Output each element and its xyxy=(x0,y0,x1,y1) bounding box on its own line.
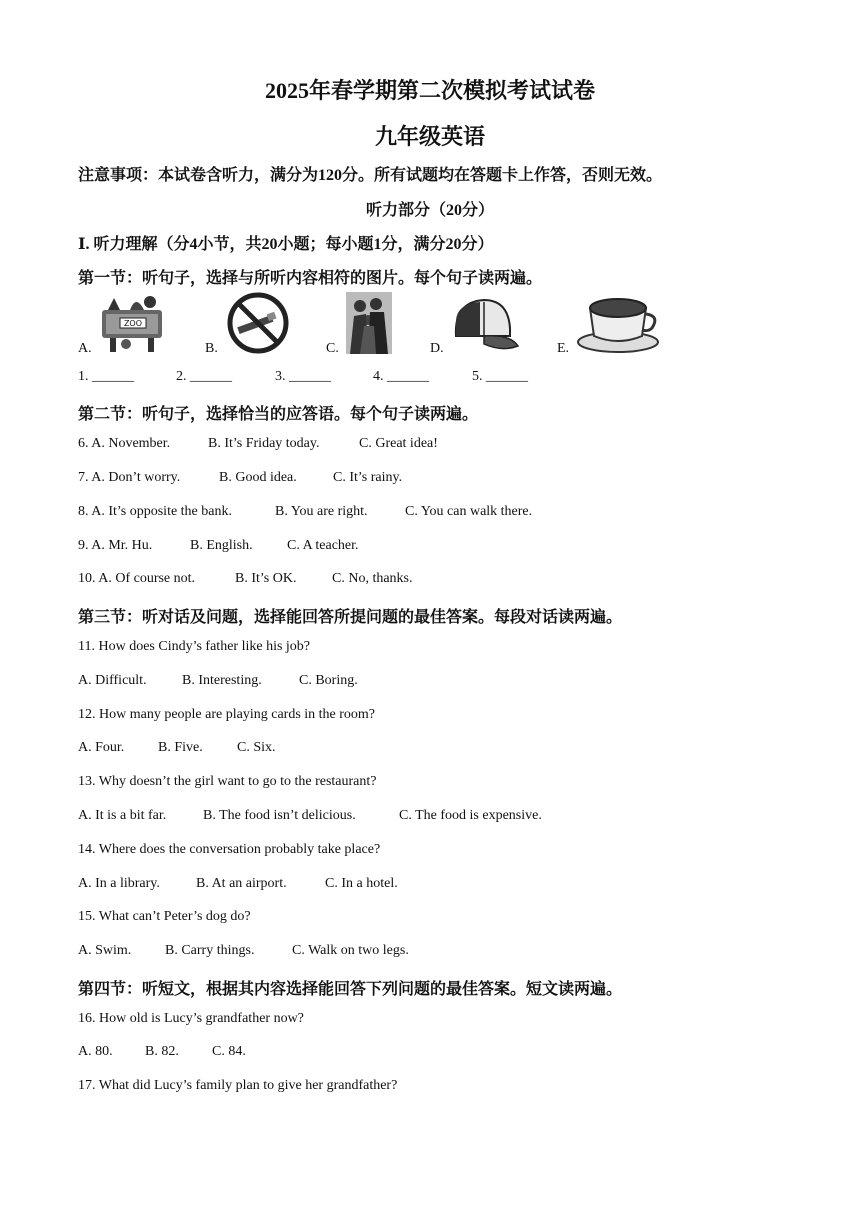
section1-heading: 第一节：听句子，选择与所听内容相符的图片。每个句子读两遍。 xyxy=(78,270,543,287)
coffee-cup-icon xyxy=(576,292,662,359)
question-13-options xyxy=(78,808,542,824)
option: 6. A. November. xyxy=(78,436,171,451)
option: B. 82. xyxy=(145,1044,179,1059)
section1-answer-blanks xyxy=(78,369,528,385)
question-14: 14. Where does the conversation probably take place? xyxy=(78,842,381,857)
answer-blank: 2. ______ xyxy=(176,369,232,384)
zoo-sign-icon xyxy=(100,292,168,359)
option: B. Carry things. xyxy=(165,943,255,958)
section4-heading: 第四节：听短文，根据其内容选择能回答下列问题的最佳答案。短文读两遍。 xyxy=(78,981,623,998)
question-10 xyxy=(78,571,413,587)
exam-subtitle: 九年级英语 xyxy=(374,124,485,149)
answer-blank: 3. ______ xyxy=(275,369,331,384)
option: C. Six. xyxy=(237,740,276,755)
option: 9. A. Mr. Hu. xyxy=(78,538,153,553)
question-16: 16. How old is Lucy’s grandfather now? xyxy=(78,1011,304,1026)
question-7 xyxy=(78,470,402,486)
option: C. In a hotel. xyxy=(325,876,398,891)
notice: 注意事项：本试卷含听力，满分为120分。所有试题均在答题卡上作答，否则无效。 xyxy=(78,167,663,184)
family-group-icon xyxy=(346,292,392,359)
question-12: 12. How many people are playing cards in the room? xyxy=(78,707,376,722)
option: B. You are right. xyxy=(275,504,368,519)
picture-label-b: B. xyxy=(205,341,218,356)
option: C. You can walk there. xyxy=(405,504,533,519)
part-title: 听力部分（20分） xyxy=(365,202,494,219)
option: B. Five. xyxy=(158,740,203,755)
question-9 xyxy=(78,538,359,554)
section3-heading: 第三节：听对话及问题，选择能回答所提问题的最佳答案。每段对话读两遍。 xyxy=(78,609,623,626)
picture-label-d: D. xyxy=(430,341,444,356)
exam-title: 2025年春学期第二次模拟考试试卷 xyxy=(264,78,595,103)
picture-label-a: A. xyxy=(78,341,92,356)
question-8 xyxy=(78,504,532,520)
option: B. Interesting. xyxy=(182,673,262,688)
question-11-options xyxy=(78,673,358,689)
option: A. Four. xyxy=(78,740,125,755)
answer-blank: 4. ______ xyxy=(373,369,429,384)
option: C. Walk on two legs. xyxy=(292,943,409,958)
option: 8. A. It’s opposite the bank. xyxy=(78,504,232,519)
option: A. Difficult. xyxy=(78,673,147,688)
option: C. It’s rainy. xyxy=(333,470,403,485)
no-smoking-icon xyxy=(225,290,291,361)
option: B. At an airport. xyxy=(196,876,287,891)
question-6 xyxy=(78,436,438,452)
section2-heading: 第二节：听句子，选择恰当的应答语。每个句子读两遍。 xyxy=(78,406,479,423)
option: C. A teacher. xyxy=(287,538,359,553)
svg-text:ZOO: ZOO xyxy=(123,319,143,328)
question-14-options xyxy=(78,876,398,892)
option: C. 84. xyxy=(212,1044,246,1059)
option: B. The food isn’t delicious. xyxy=(203,808,356,823)
answer-blank: 5. ______ xyxy=(472,369,528,384)
question-15: 15. What can’t Peter’s dog do? xyxy=(78,909,251,924)
option: B. English. xyxy=(190,538,253,553)
option: C. No, thanks. xyxy=(332,571,413,586)
option: C. Boring. xyxy=(299,673,358,688)
option: B. Good idea. xyxy=(219,470,297,485)
question-11: 11. How does Cindy’s father like his job? xyxy=(78,639,311,654)
option: 7. A. Don’t worry. xyxy=(78,470,181,485)
question-13: 13. Why doesn’t the girl want to go to the restaurant? xyxy=(78,774,377,789)
option: C. Great idea! xyxy=(359,436,438,451)
baseball-cap-icon xyxy=(450,296,520,359)
option: A. It is a bit far. xyxy=(78,808,167,823)
question-17: 17. What did Lucy’s family plan to give her grandfather? xyxy=(78,1078,398,1093)
picture-label-c: C. xyxy=(326,341,339,356)
option: 10. A. Of course not. xyxy=(78,571,196,586)
answer-blank: 1. ______ xyxy=(78,369,134,384)
picture-label-e: E. xyxy=(557,341,570,356)
option: C. The food is expensive. xyxy=(399,808,542,823)
question-15-options xyxy=(78,943,409,959)
option: A. In a library. xyxy=(78,876,160,891)
option: A. Swim. xyxy=(78,943,132,958)
option: B. It’s OK. xyxy=(235,571,297,586)
question-12-options xyxy=(78,740,276,756)
question-16-options xyxy=(78,1044,246,1060)
option: B. It’s Friday today. xyxy=(208,436,320,451)
section-main-heading: Ⅰ. 听力理解（分4小节，共20小题；每小题1分，满分20分） xyxy=(78,236,494,253)
option: A. 80. xyxy=(78,1044,113,1059)
